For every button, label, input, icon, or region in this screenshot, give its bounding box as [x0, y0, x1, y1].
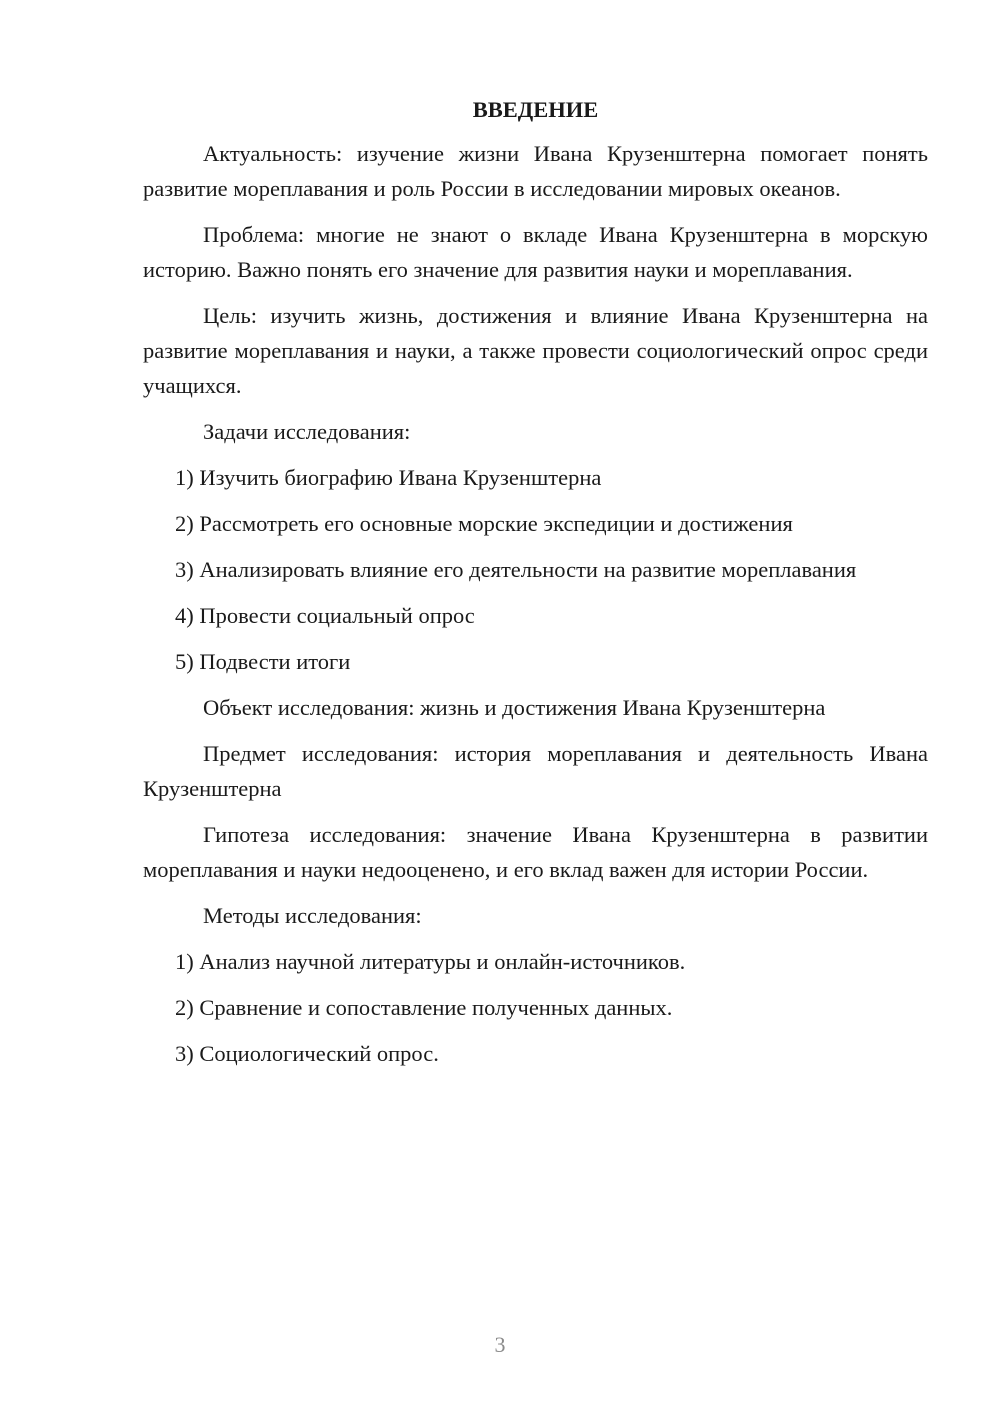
task-item: 1) Изучить биографию Ивана Крузенштерна — [175, 465, 602, 490]
tasks-heading: Задачи исследования: — [203, 419, 411, 444]
methods-list — [143, 944, 928, 1071]
goal-paragraph: Цель: изучить жизнь, достижения и влияние Ивана Крузенштерна на развитие мореплавания и науки, а также провести социологический опрос среди учащихся. — [143, 303, 928, 398]
page-number: 3 — [494, 1332, 506, 1357]
subject-paragraph: Предмет исследования: история мореплавания и деятельность Ивана Крузенштерна — [143, 741, 928, 801]
relevance-paragraph: Актуальность: изучение жизни Ивана Крузенштерна помогает понять развитие мореплавания и роль России в исследовании мировых океанов. — [143, 141, 928, 201]
methods-heading: Методы исследования: — [203, 903, 422, 928]
document-page — [143, 92, 928, 1082]
task-item: 2) Рассмотреть его основные морские экспедиции и достижения — [175, 511, 793, 536]
task-item: 4) Провести социальный опрос — [175, 603, 475, 628]
problem-paragraph: Проблема: многие не знают о вкладе Ивана Крузенштерна в морскую историю. Важно понять его значение для развития науки и мореплавания. — [143, 222, 928, 282]
task-item: 5) Подвести итоги — [175, 649, 351, 674]
method-item: 3) Социологический опрос. — [175, 1041, 439, 1066]
method-item: 1) Анализ научной литературы и онлайн-источников. — [175, 949, 686, 974]
object-paragraph: Объект исследования: жизнь и достижения Ивана Крузенштерна — [203, 695, 826, 720]
tasks-list — [143, 460, 928, 679]
method-item: 2) Сравнение и сопоставление полученных данных. — [175, 995, 673, 1020]
task-item: 3) Анализировать влияние его деятельности на развитие мореплавания — [175, 557, 857, 582]
section-title: ВВЕДЕНИЕ — [472, 97, 599, 122]
hypothesis-paragraph: Гипотеза исследования: значение Ивана Крузенштерна в развитии мореплавания и науки недооценено, и его вклад важен для истории России. — [143, 822, 928, 882]
